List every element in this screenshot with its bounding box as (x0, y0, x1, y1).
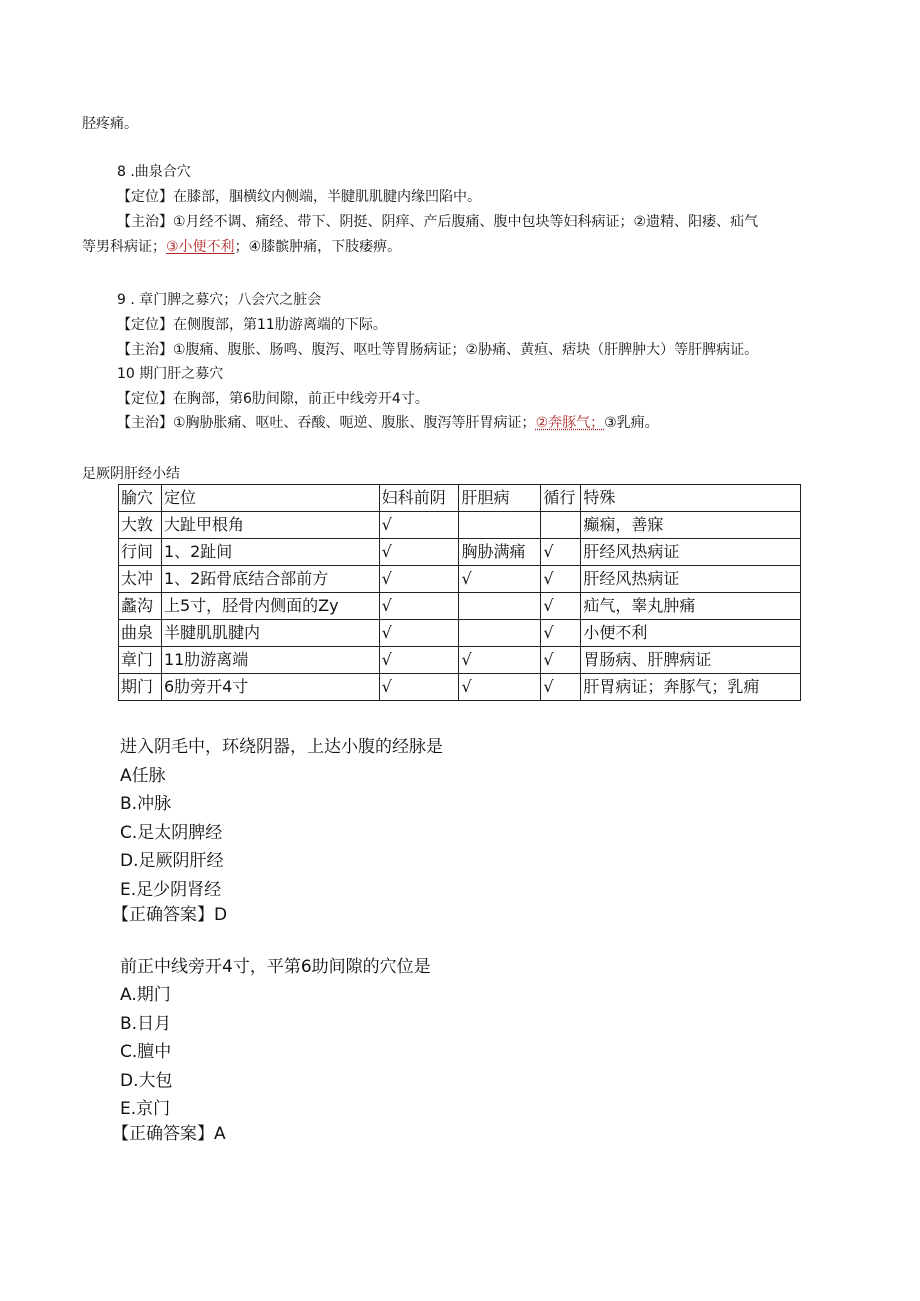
question-option: B.日月 (120, 1014, 172, 1034)
correct-answer: 【正确答案】A (112, 1124, 226, 1144)
table-row (119, 539, 801, 566)
acupoint-indication: 【主治】①月经不调、痛经、带下、阴挺、阴痒、产后腹痛、腹中包块等妇科病证；②遗精、阳痿、疝气 (117, 214, 759, 230)
acupoint-location: 【定位】在侧腹部，第11肋游离端的下际。 (117, 317, 387, 333)
table-cell: 胃肠病、肝脾病证 (581, 647, 801, 674)
highlight-text: ②奔豚气； (535, 415, 605, 431)
acupoint-location: 【定位】在膝部，腘横纹内侧端，半腱肌肌腱内缘凹陷中。 (117, 189, 481, 205)
table-row (119, 512, 801, 539)
acupoint-indication: 【主治】①腹痛、腹胀、肠鸣、腹泻、呕吐等胃肠病证；②胁痛、黄疸、痞块（肝脾肿大）等肝脾病证。 (117, 342, 759, 358)
table-cell: 6肋旁开4寸 (161, 674, 379, 701)
header-cell: 特殊 (581, 485, 801, 512)
question-option: A任脉 (120, 766, 166, 786)
table-cell: √ (379, 512, 459, 539)
table-cell: √ (541, 620, 581, 647)
table-cell: √ (541, 674, 581, 701)
table-cell: 胸胁满痛 (459, 539, 541, 566)
table-cell: 上5寸，胫骨内侧面的Zy (161, 593, 379, 620)
table-cell: 1、2跖骨底结合部前方 (161, 566, 379, 593)
question-option: E.京门 (120, 1099, 171, 1119)
question-option: A.期门 (120, 985, 171, 1005)
table-row (119, 674, 801, 701)
acupoint-title: 8 .曲泉合穴 (117, 164, 191, 180)
table-cell: 小便不利 (581, 620, 801, 647)
question-stem: 前正中线旁开4寸，平第6助间隙的穴位是 (120, 957, 431, 977)
header-cell: 定位 (161, 485, 379, 512)
question-option: C.膻中 (120, 1042, 172, 1062)
table-cell: √ (379, 647, 459, 674)
table-cell (459, 512, 541, 539)
table-cell: 期门 (119, 674, 162, 701)
question-option: B.冲脉 (120, 794, 172, 814)
question-option: C.足太阴脾经 (120, 823, 223, 843)
table-row (119, 593, 801, 620)
highlight-text: ③小便不利 (166, 239, 235, 255)
acupoint-location: 【定位】在胸部，第6肋间隙，前正中线旁开4寸。 (117, 391, 429, 407)
header-cell: 肝胆病 (459, 485, 541, 512)
table-cell: 半腱肌肌腱内 (161, 620, 379, 647)
acupoint-title: 10 期门肝之募穴 (117, 366, 224, 382)
table-cell: √ (379, 539, 459, 566)
table-cell: 大趾甲根角 (161, 512, 379, 539)
table-cell: 行间 (119, 539, 162, 566)
table-cell: 肝胃病证；奔豚气；乳痈 (581, 674, 801, 701)
table-cell: 曲泉 (119, 620, 162, 647)
table-cell: √ (459, 674, 541, 701)
intro-tail: 胫疼痛。 (82, 116, 138, 132)
acupoint-indication: 【主治】①胸胁胀痛、呕吐、吞酸、呃逆、腹胀、腹泻等肝胃病证；②奔豚气；③乳痈。 (117, 415, 659, 431)
header-cell: 妇科前阴 (379, 485, 459, 512)
table-cell: 11肋游离端 (161, 647, 379, 674)
table-cell (459, 593, 541, 620)
table-cell: √ (541, 593, 581, 620)
header-cell: 腧穴 (119, 485, 162, 512)
table-cell: √ (379, 674, 459, 701)
acupoint-title: 9 . 章门脾之募穴；八会穴之脏会 (117, 292, 322, 308)
table-cell: 蠡沟 (119, 593, 162, 620)
question-option: E.足少阴肾经 (120, 880, 222, 900)
table-cell: 疝气，睾丸肿痛 (581, 593, 801, 620)
header-cell: 循行 (541, 485, 581, 512)
table-cell: 太冲 (119, 566, 162, 593)
table-cell: √ (541, 566, 581, 593)
table-row (119, 647, 801, 674)
question-option: D.足厥阴肝经 (120, 851, 224, 871)
table-cell: √ (379, 593, 459, 620)
summary-table (118, 484, 801, 701)
table-cell (541, 512, 581, 539)
table-cell: √ (459, 566, 541, 593)
table-row (119, 566, 801, 593)
summary-title: 足厥阴肝经小结 (82, 466, 180, 482)
table-cell: 癫痫，善寐 (581, 512, 801, 539)
table-cell: 大敦 (119, 512, 162, 539)
acupoint-indication-cont: 等男科病证；③小便不利；④膝髌肿痛，下肢痿痹。 (82, 239, 402, 255)
table-row (119, 620, 801, 647)
table-header-row (119, 485, 801, 512)
table-cell: √ (379, 620, 459, 647)
table-cell: √ (459, 647, 541, 674)
table-cell: 章门 (119, 647, 162, 674)
table-cell: 肝经风热病证 (581, 566, 801, 593)
table-cell: 肝经风热病证 (581, 539, 801, 566)
table-cell: √ (541, 539, 581, 566)
table-cell: √ (379, 566, 459, 593)
table-cell (459, 620, 541, 647)
table-cell: √ (541, 647, 581, 674)
question-option: D.大包 (120, 1071, 173, 1091)
correct-answer: 【正确答案】D (112, 905, 228, 925)
question-stem: 进入阴毛中，环绕阴器，上达小腹的经脉是 (120, 737, 443, 757)
table-cell: 1、2趾间 (161, 539, 379, 566)
